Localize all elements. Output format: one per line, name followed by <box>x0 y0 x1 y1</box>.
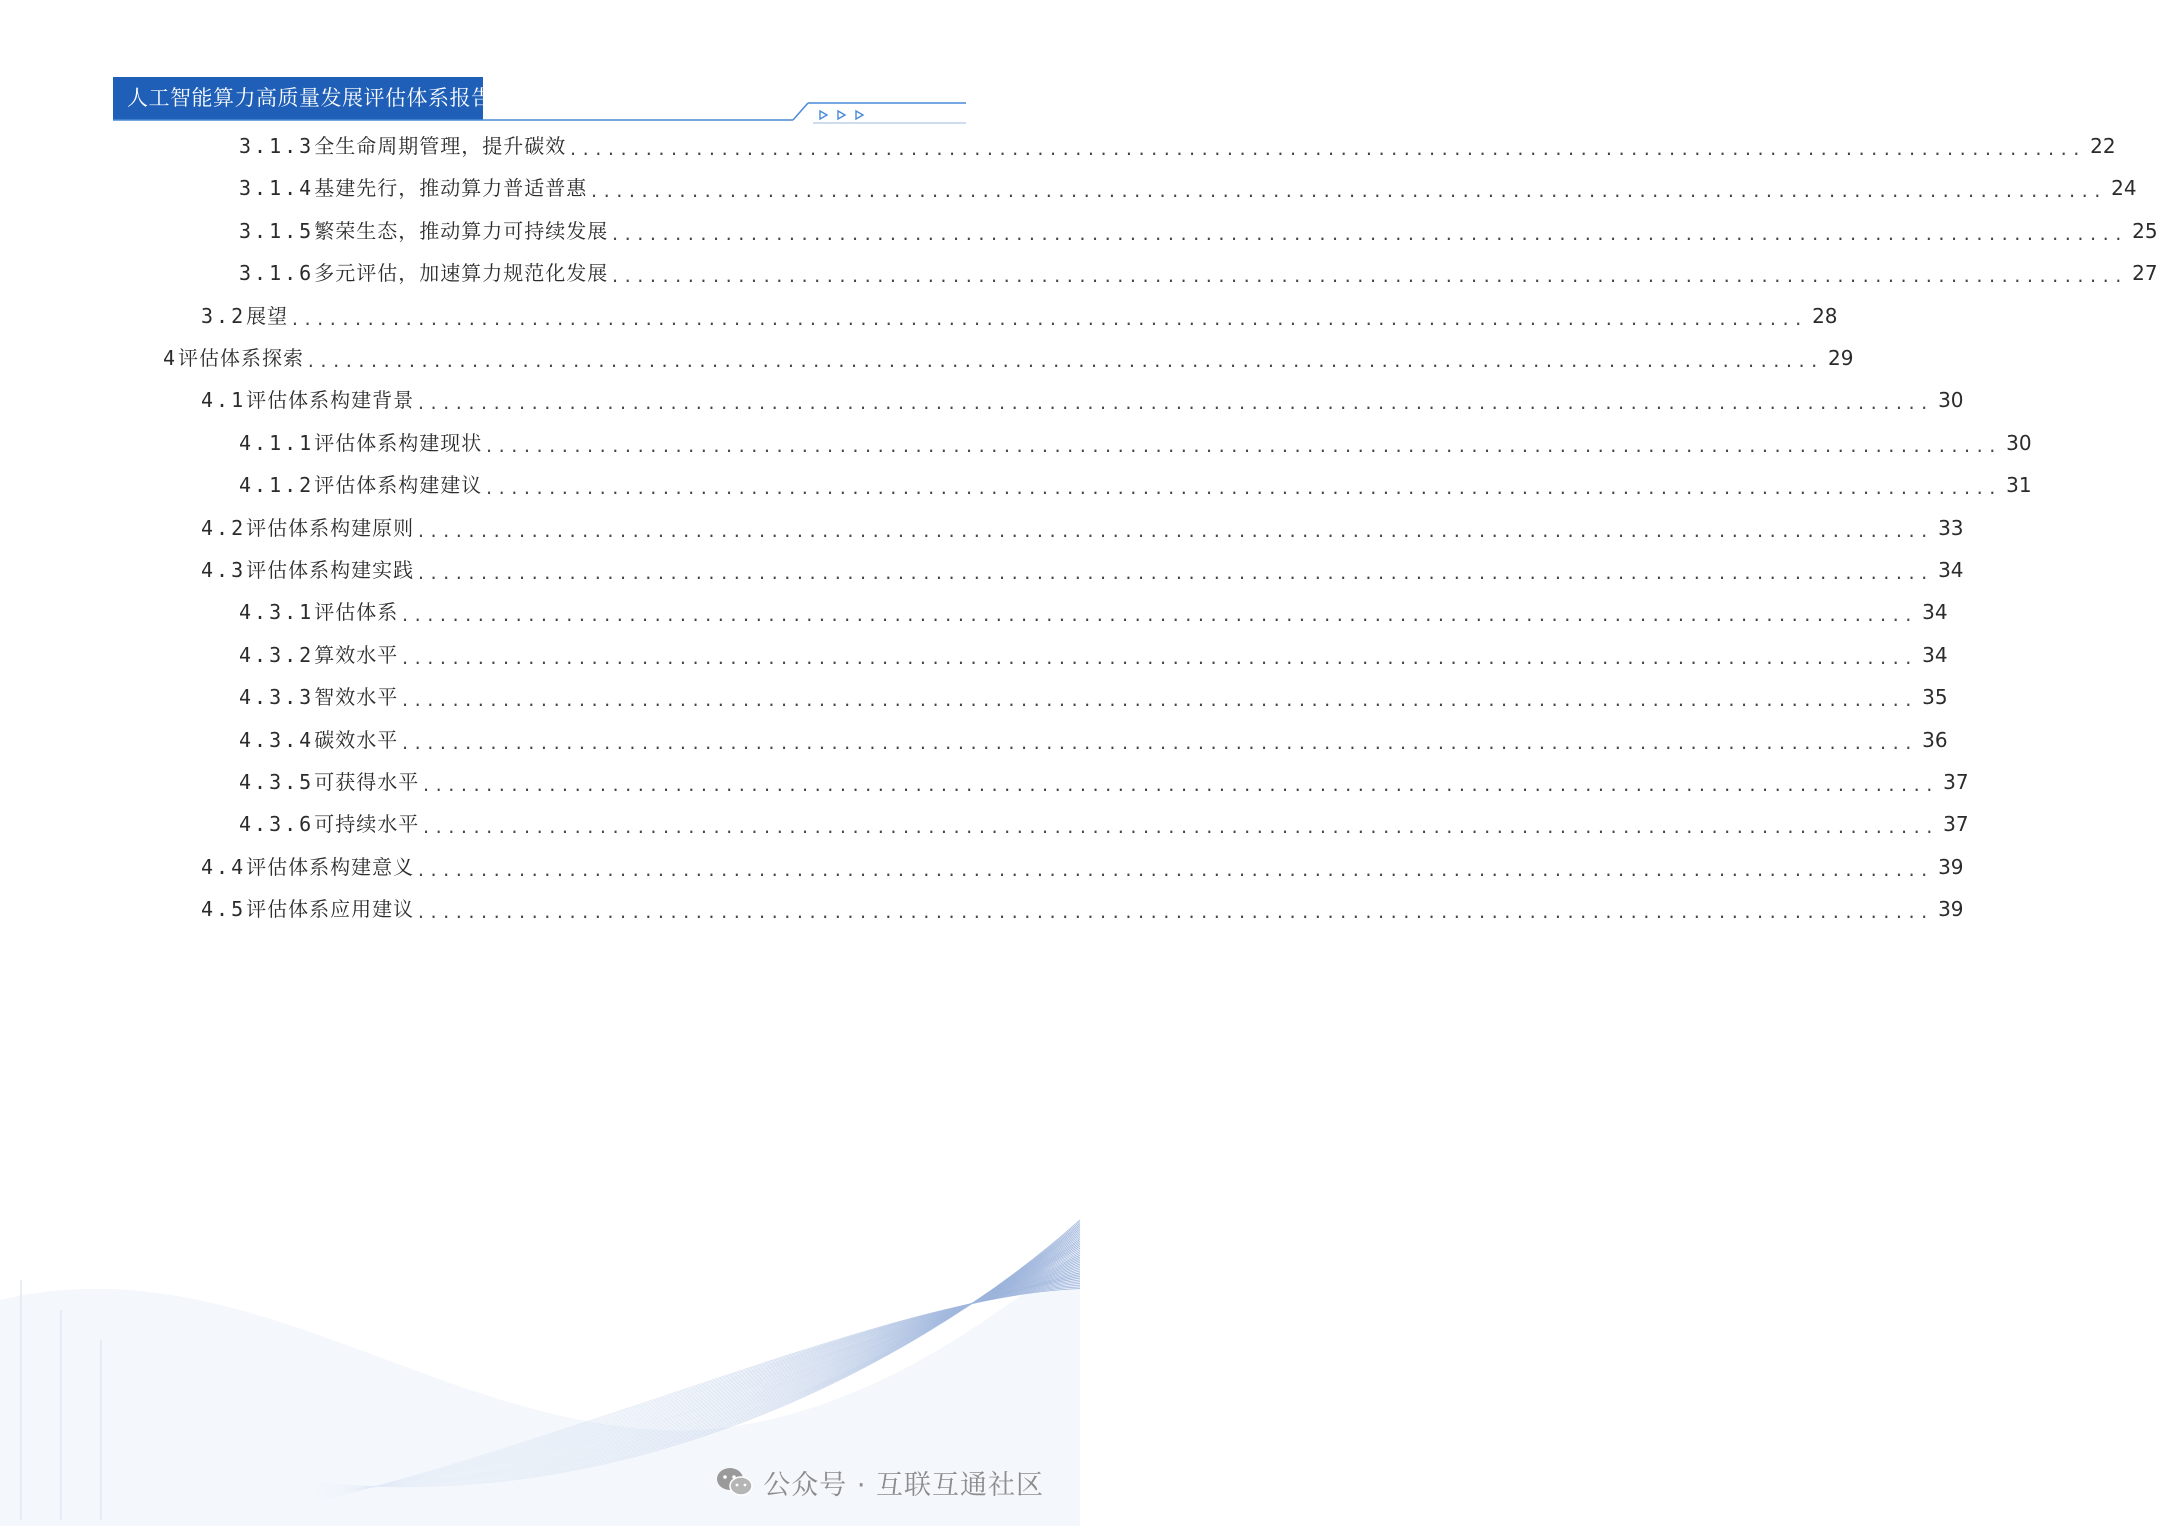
toc-leader-dots: ........................................................................................................................ <box>400 649 1917 668</box>
toc-entry-number: 4.3.4 <box>239 728 315 752</box>
toc-entry-page: 33 <box>1938 516 1964 540</box>
toc-entry-title: 评估体系构建意义 <box>246 855 415 879</box>
toc-entry[interactable] <box>201 301 1838 331</box>
toc-entry-title: 评估体系 <box>314 600 399 624</box>
toc-leader-dots: ........................................................................................................................ <box>568 140 2085 159</box>
toc-leader-dots: ........................................................................................................................ <box>416 522 1933 541</box>
toc-entry[interactable] <box>239 216 2158 246</box>
toc-entry-number: 4.4 <box>201 855 247 879</box>
toc-leader-dots: ........................................................................................................................ <box>484 479 2001 498</box>
toc-entry-page: 24 <box>2111 176 2137 200</box>
toc-entry-page: 39 <box>1938 897 1964 921</box>
toc-entry-title: 评估体系构建背景 <box>246 388 415 412</box>
header-decoration <box>113 95 973 125</box>
toc-entry-number: 4.3.2 <box>239 643 315 667</box>
toc-entry-title: 展望 <box>246 304 289 328</box>
toc-entry-number: 4.3.3 <box>239 685 315 709</box>
toc-entry-page: 22 <box>2090 134 2116 158</box>
toc-entry-title: 基建先行，推动算力普适普惠 <box>314 176 588 200</box>
toc-entry-page: 34 <box>1938 558 1964 582</box>
toc-entry-title: 多元评估，加速算力规范化发展 <box>314 261 609 285</box>
toc-entry-page: 39 <box>1938 855 1964 879</box>
toc-leader-dots: ........................................................................................................................ <box>400 691 1917 710</box>
toc-leader-dots: ........................................................................................................................ <box>416 564 1933 583</box>
toc-entry-title: 评估体系探索 <box>178 346 305 370</box>
toc-entry-page: 25 <box>2132 219 2158 243</box>
toc-entry[interactable] <box>239 809 1969 839</box>
toc-entry-page: 30 <box>2006 431 2032 455</box>
toc-entry-title: 可获得水平 <box>314 770 420 794</box>
toc-entry[interactable] <box>163 343 1854 373</box>
toc-entry-title: 评估体系应用建议 <box>246 897 415 921</box>
toc-entry[interactable] <box>201 555 1964 585</box>
toc-leader-dots: ........................................................................................................................ <box>589 182 2106 201</box>
toc-entry-number: 4 <box>163 346 179 370</box>
toc-entry-number: 4.1.1 <box>239 431 315 455</box>
toc-entry[interactable] <box>239 173 2137 203</box>
toc-entry[interactable] <box>201 385 1964 415</box>
toc-entry[interactable] <box>239 258 2158 288</box>
triangle-arrows-icon <box>820 111 863 119</box>
toc-leader-dots: ........................................................................................................................ <box>416 394 1933 413</box>
toc-entry[interactable] <box>201 894 1964 924</box>
toc-entry[interactable] <box>239 597 1948 627</box>
toc-entry-number: 3.1.5 <box>239 219 315 243</box>
toc-entry[interactable] <box>239 640 1948 670</box>
toc-entry[interactable] <box>239 725 1948 755</box>
toc-entry-number: 3.2 <box>201 304 247 328</box>
toc-entry-page: 31 <box>2006 473 2032 497</box>
toc-entry-title: 可持续水平 <box>314 812 420 836</box>
toc-leader-dots: ........................................................................................................................ <box>421 818 1938 837</box>
toc-entry[interactable] <box>239 131 2116 161</box>
report-title: 人工智能算力高质量发展评估体系报告 <box>127 86 493 110</box>
toc-leader-dots: ........................................................................................................................ <box>306 352 1822 371</box>
toc-entry-number: 4.3.6 <box>239 812 315 836</box>
toc-entry-number: 4.3 <box>201 558 247 582</box>
toc-entry-page: 34 <box>1922 643 1948 667</box>
toc-entry-number: 4.3.5 <box>239 770 315 794</box>
toc-entry-page: 29 <box>1827 346 1854 370</box>
toc-entry-title: 碳效水平 <box>314 728 399 752</box>
toc-entry-number: 4.1.2 <box>239 473 315 497</box>
watermark-text: 公众号 · 互联互通社区 <box>763 1469 1044 1501</box>
toc-entry[interactable] <box>201 852 1964 882</box>
toc-entry-title: 繁荣生态，推动算力可持续发展 <box>314 219 609 243</box>
toc-leader-dots: ........................................................................................................................ <box>416 903 1933 922</box>
toc-leader-dots: ........................................................................................................................ <box>400 734 1917 753</box>
toc-entry-number: 3.1.3 <box>239 134 315 158</box>
toc-leader-dots: ........................................................................................................................ <box>400 606 1917 625</box>
toc-entry-page: 35 <box>1922 685 1948 709</box>
toc-entry-title: 评估体系构建原则 <box>246 516 415 540</box>
toc-entry-number: 4.3.1 <box>239 600 315 624</box>
toc-leader-dots: ........................................................................................................................ <box>421 776 1938 795</box>
toc-entry-page: 36 <box>1922 728 1948 752</box>
toc-entry-page: 30 <box>1938 388 1964 412</box>
toc-entry-title: 评估体系构建现状 <box>314 431 483 455</box>
toc-entry-page: 34 <box>1922 600 1948 624</box>
toc-entry-number: 4.5 <box>201 897 247 921</box>
toc-leader-dots: ........................................................................................................................ <box>610 267 2127 286</box>
toc-leader-dots: ........................................................................................................................ <box>484 437 2001 456</box>
toc-entry-page: 28 <box>1812 304 1838 328</box>
toc-entry-title: 智效水平 <box>314 685 399 709</box>
toc-entry[interactable] <box>239 682 1948 712</box>
toc-leader-dots: ........................................................................................................................ <box>610 225 2127 244</box>
toc-entry-title: 评估体系构建实践 <box>246 558 415 582</box>
toc-entry-number: 3.1.6 <box>239 261 315 285</box>
toc-entry[interactable] <box>239 470 2032 500</box>
toc-entry-title: 算效水平 <box>314 643 399 667</box>
toc-entry-page: 37 <box>1943 812 1969 836</box>
toc-entry-page: 37 <box>1943 770 1969 794</box>
wechat-icon <box>715 1466 755 1498</box>
toc-entry-number: 4.1 <box>201 388 247 412</box>
toc-entry[interactable] <box>201 513 1964 543</box>
toc-entry-number: 3.1.4 <box>239 176 315 200</box>
watermark <box>715 1462 1044 1502</box>
toc-leader-dots: ........................................................................................................................ <box>290 310 1807 329</box>
toc-entry-title: 评估体系构建建议 <box>314 473 483 497</box>
toc-entry-title: 全生命周期管理，提升碳效 <box>314 134 567 158</box>
toc-entry[interactable] <box>239 428 2032 458</box>
toc-entry-page: 27 <box>2132 261 2158 285</box>
toc-entry-number: 4.2 <box>201 516 247 540</box>
toc-entry[interactable] <box>239 767 1969 797</box>
toc-leader-dots: ........................................................................................................................ <box>416 861 1933 880</box>
